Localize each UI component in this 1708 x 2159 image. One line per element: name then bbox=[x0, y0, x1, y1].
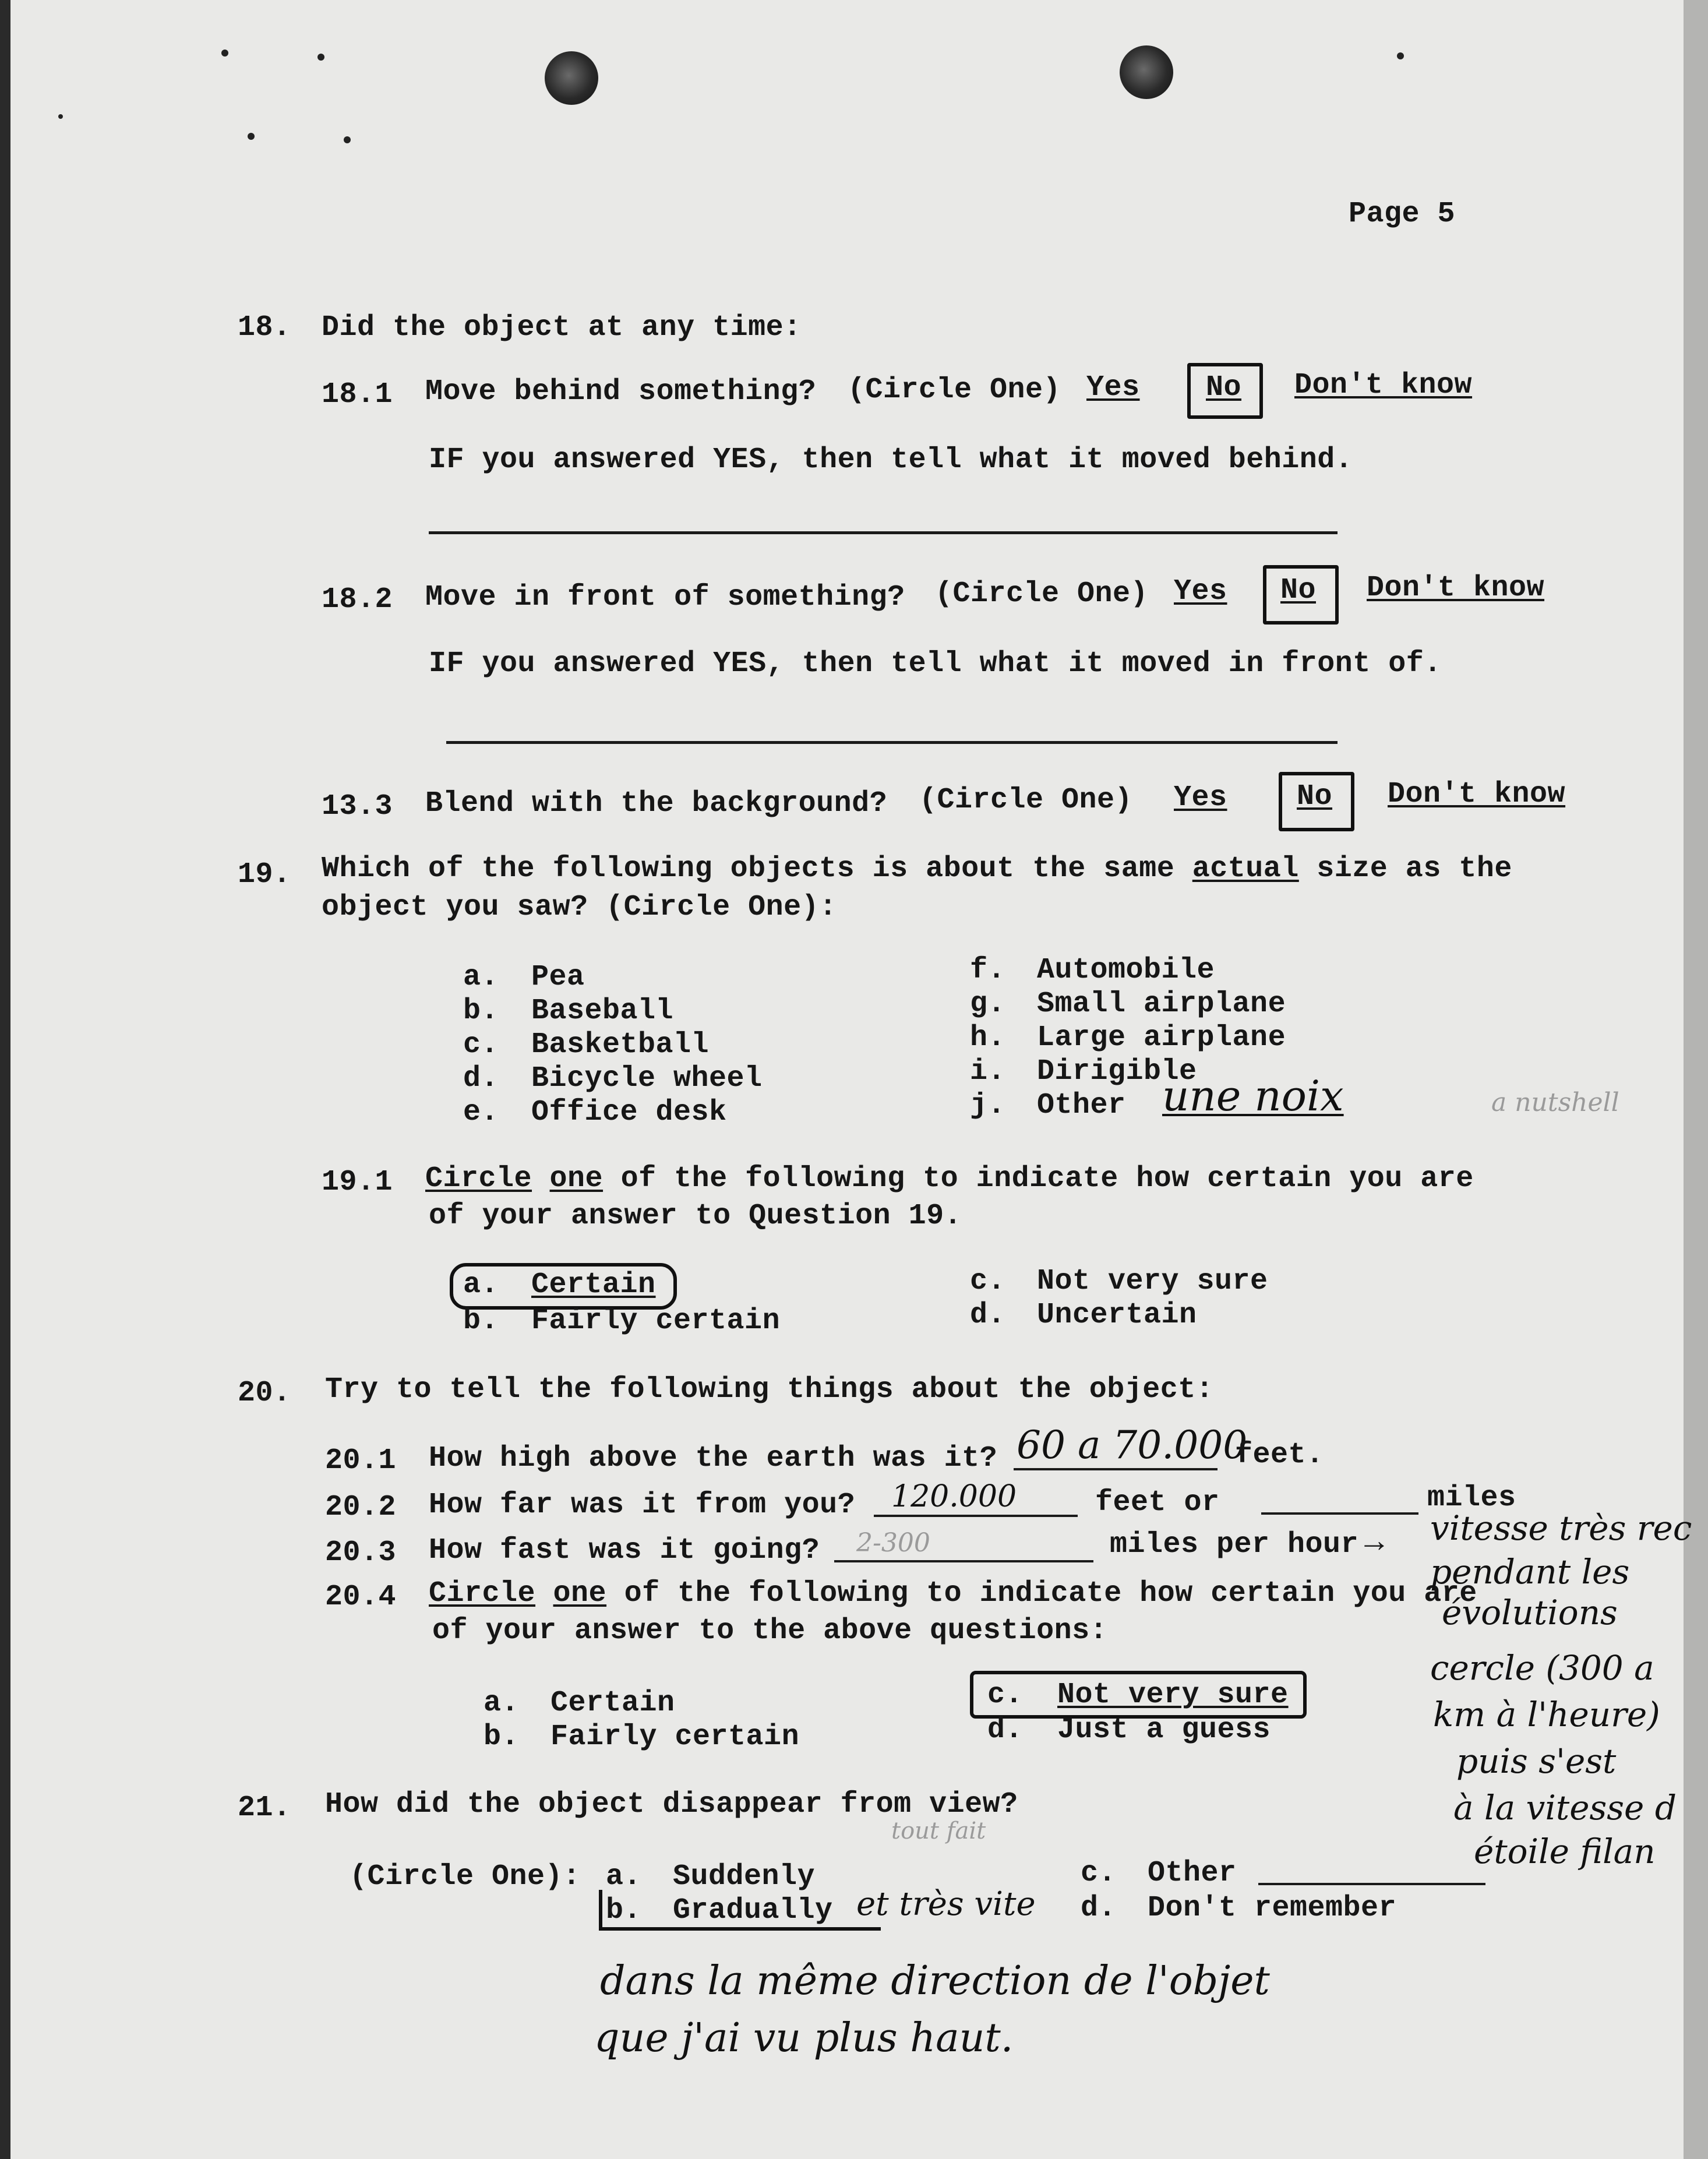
arrow-icon: → bbox=[1364, 1524, 1385, 1561]
q19-1-number: 19.1 bbox=[322, 1166, 393, 1199]
q20-4-circle-word: Circle bbox=[429, 1577, 536, 1610]
q21-handwritten-inline: et très vite bbox=[856, 1885, 1036, 1923]
margin-note-line: évolutions bbox=[1442, 1593, 1618, 1632]
speck bbox=[344, 136, 351, 143]
q20-4-number: 20.4 bbox=[325, 1581, 397, 1614]
q18-1-number: 18.1 bbox=[322, 378, 393, 411]
q19-1-option-certain[interactable]: Certain bbox=[531, 1268, 656, 1301]
q18-3-no[interactable]: No bbox=[1297, 780, 1333, 813]
q20-text: Try to tell the following things about the object: bbox=[325, 1373, 1214, 1406]
q19-option-small-airplane[interactable]: Small airplane bbox=[1037, 987, 1286, 1021]
q19-option-automobile[interactable]: Automobile bbox=[1037, 954, 1215, 987]
q18-2-dont-know[interactable]: Don't know bbox=[1367, 572, 1545, 605]
q19-1-text-line1 bbox=[425, 1162, 1474, 1197]
page-number: Page 5 bbox=[1349, 197, 1456, 231]
q21-number: 21. bbox=[238, 1791, 291, 1825]
q20-4-text-line1 bbox=[429, 1576, 1477, 1611]
speck bbox=[317, 54, 324, 61]
q21-handwritten-line-1: dans la même direction de l'objet bbox=[600, 1958, 1270, 2004]
q19-option-office-desk[interactable]: Office desk bbox=[531, 1096, 727, 1129]
q19-text-pre: Which of the following objects is about the same bbox=[322, 852, 1192, 886]
q20-4-option-just-a-guess[interactable]: Just a guess bbox=[1057, 1713, 1271, 1747]
q21-other-line bbox=[1258, 1883, 1485, 1885]
margin-note-line: cercle (300 a bbox=[1430, 1648, 1654, 1688]
q20-2-number: 20.2 bbox=[325, 1491, 397, 1524]
q19-text-line2: object you saw? (Circle One): bbox=[322, 891, 837, 924]
option-letter: c. bbox=[970, 1265, 1006, 1298]
q21-faint-note: tout fait bbox=[891, 1818, 986, 1844]
q19-1-option-fairly-certain[interactable]: Fairly certain bbox=[531, 1304, 781, 1338]
option-letter: a. bbox=[606, 1860, 642, 1893]
q18-2-text: Move in front of something? bbox=[425, 581, 905, 614]
option-letter: a. bbox=[484, 1687, 520, 1720]
q20-4-option-certain[interactable]: Certain bbox=[550, 1687, 675, 1720]
q18-number: 18. bbox=[238, 311, 291, 344]
option-letter: b. bbox=[463, 994, 499, 1028]
option-letter: a. bbox=[463, 1268, 499, 1301]
option-letter: b. bbox=[606, 1894, 642, 1927]
q20-1-answer: 60 a 70.000 bbox=[1017, 1423, 1248, 1467]
q18-2-circle-one: (Circle One) bbox=[935, 577, 1149, 611]
q20-1-number: 20.1 bbox=[325, 1444, 397, 1477]
q20-3-answer-line bbox=[834, 1560, 1093, 1562]
punch-hole-right bbox=[1120, 45, 1173, 99]
speck bbox=[1397, 52, 1404, 59]
q19-text-post: size as the bbox=[1298, 852, 1512, 886]
q19-1-one-word: one bbox=[549, 1162, 604, 1195]
speck bbox=[58, 114, 63, 119]
q19-text-line1 bbox=[322, 852, 1512, 887]
q18-2-number: 18.2 bbox=[322, 583, 393, 616]
q18-1-followup: IF you answered YES, then tell what it moved behind. bbox=[429, 443, 1353, 477]
margin-note-line: à la vitesse d bbox=[1453, 1788, 1677, 1828]
q19-1-text-post: of the following to indicate how certain you are bbox=[603, 1162, 1474, 1195]
q19-option-large-airplane[interactable]: Large airplane bbox=[1037, 1021, 1286, 1054]
q20-2-unit-feet: feet or bbox=[1095, 1486, 1220, 1519]
q21-circle-one: (Circle One): bbox=[350, 1860, 581, 1893]
q20-4-option-fairly-certain[interactable]: Fairly certain bbox=[550, 1720, 800, 1754]
q20-3-number: 20.3 bbox=[325, 1536, 397, 1569]
q21-option-other[interactable]: Other bbox=[1148, 1857, 1237, 1890]
q18-1-text: Move behind something? bbox=[425, 375, 817, 408]
q20-3-unit: miles per hour bbox=[1110, 1528, 1359, 1561]
option-letter: d. bbox=[970, 1299, 1006, 1332]
q18-1-answer-line bbox=[429, 531, 1338, 534]
q21-option-dont-remember[interactable]: Don't remember bbox=[1148, 1892, 1397, 1925]
q18-2-yes[interactable]: Yes bbox=[1174, 575, 1227, 608]
q18-2-answer-line bbox=[446, 741, 1338, 744]
q19-option-basketball[interactable]: Basketball bbox=[531, 1028, 710, 1061]
q20-4-option-not-very-sure[interactable]: Not very sure bbox=[1057, 1678, 1289, 1712]
q21-option-suddenly[interactable]: Suddenly bbox=[673, 1860, 816, 1893]
option-letter: c. bbox=[1081, 1857, 1117, 1890]
option-letter: f. bbox=[970, 954, 1006, 987]
option-letter: g. bbox=[970, 987, 1006, 1021]
q20-3-text: How fast was it going? bbox=[429, 1534, 820, 1567]
q20-1-text: How high above the earth was it? bbox=[429, 1442, 998, 1475]
option-letter: e. bbox=[463, 1096, 499, 1129]
option-letter: d. bbox=[987, 1713, 1024, 1747]
q20-2-miles-line bbox=[1261, 1512, 1418, 1515]
q18-1-circle-one: (Circle One) bbox=[848, 373, 1061, 407]
speck bbox=[248, 133, 255, 140]
option-letter: j. bbox=[970, 1089, 1006, 1122]
punch-hole-left bbox=[545, 51, 598, 105]
margin-note-line: étoile filan bbox=[1474, 1832, 1656, 1871]
q19-option-dirigible[interactable]: Dirigible bbox=[1037, 1055, 1197, 1088]
q19-number: 19. bbox=[238, 858, 291, 891]
q18-1-yes[interactable]: Yes bbox=[1086, 371, 1140, 404]
option-letter: d. bbox=[1081, 1892, 1117, 1925]
q19-text-actual: actual bbox=[1192, 852, 1299, 886]
option-letter: i. bbox=[970, 1055, 1006, 1088]
scan-left-edge bbox=[0, 0, 10, 2159]
q20-2-unit-miles: miles bbox=[1427, 1481, 1516, 1515]
q19-other-answer: une noix bbox=[1162, 1071, 1344, 1120]
q18-3-dont-know[interactable]: Don't know bbox=[1388, 778, 1566, 811]
option-letter: d. bbox=[463, 1062, 499, 1095]
option-letter: a. bbox=[463, 961, 499, 994]
q18-3-text: Blend with the background? bbox=[425, 787, 888, 820]
q19-option-pea[interactable]: Pea bbox=[531, 961, 585, 994]
option-letter: b. bbox=[484, 1720, 520, 1754]
q19-option-bicycle-wheel[interactable]: Bicycle wheel bbox=[531, 1062, 763, 1095]
q20-number: 20. bbox=[238, 1377, 291, 1410]
q20-1-unit: feet. bbox=[1235, 1438, 1324, 1472]
q21-handwritten-line-2: que j'ai vu plus haut. bbox=[594, 2015, 1014, 2061]
q19-margin-note: a nutshell bbox=[1491, 1088, 1619, 1117]
q19-option-other[interactable]: Other bbox=[1037, 1089, 1126, 1122]
q20-4-text-line2: of your answer to the above questions: bbox=[432, 1614, 1108, 1648]
q21-option-gradually[interactable]: Gradually bbox=[673, 1894, 833, 1927]
option-letter: b. bbox=[463, 1304, 499, 1338]
q19-1-option-not-very-sure[interactable]: Not very sure bbox=[1037, 1265, 1268, 1298]
q18-1-dont-know[interactable]: Don't know bbox=[1294, 369, 1473, 402]
q19-1-circle-word: Circle bbox=[425, 1162, 532, 1195]
option-letter: c. bbox=[987, 1678, 1024, 1712]
margin-note-line: pendant les bbox=[1430, 1552, 1630, 1592]
q20-4-text-post: of the following to indicate how certain you are bbox=[606, 1577, 1477, 1610]
q20-1-answer-line bbox=[1014, 1468, 1218, 1470]
option-letter: h. bbox=[970, 1021, 1006, 1054]
q20-3-answer: 2-300 bbox=[856, 1528, 930, 1558]
q20-2-text: How far was it from you? bbox=[429, 1488, 856, 1522]
speck bbox=[221, 50, 228, 57]
q18-3-circle-one: (Circle One) bbox=[919, 784, 1133, 817]
q18-2-followup: IF you answered YES, then tell what it moved in front of. bbox=[429, 647, 1442, 680]
q18-2-no[interactable]: No bbox=[1280, 574, 1317, 607]
margin-note-line: km à l'heure) bbox=[1433, 1695, 1660, 1734]
q21-text: How did the object disappear from view? bbox=[325, 1788, 1018, 1821]
q19-1-option-uncertain[interactable]: Uncertain bbox=[1037, 1299, 1197, 1332]
scan-right-edge bbox=[1684, 0, 1708, 2159]
margin-note-line: puis s'est bbox=[1456, 1741, 1617, 1781]
margin-note-line: vitesse très rec bbox=[1430, 1508, 1692, 1548]
q19-1-text-line2: of your answer to Question 19. bbox=[429, 1200, 962, 1233]
option-letter: c. bbox=[463, 1028, 499, 1061]
q20-4-one-word: one bbox=[553, 1577, 607, 1610]
q20-2-answer-line bbox=[874, 1515, 1078, 1517]
q18-1-no[interactable]: No bbox=[1206, 371, 1242, 404]
q20-2-answer: 120.000 bbox=[891, 1479, 1017, 1514]
q18-3-yes[interactable]: Yes bbox=[1174, 781, 1227, 814]
q18-3-number: 13.3 bbox=[322, 790, 393, 823]
q18-text: Did the object at any time: bbox=[322, 311, 802, 344]
q19-option-baseball[interactable]: Baseball bbox=[531, 994, 674, 1028]
